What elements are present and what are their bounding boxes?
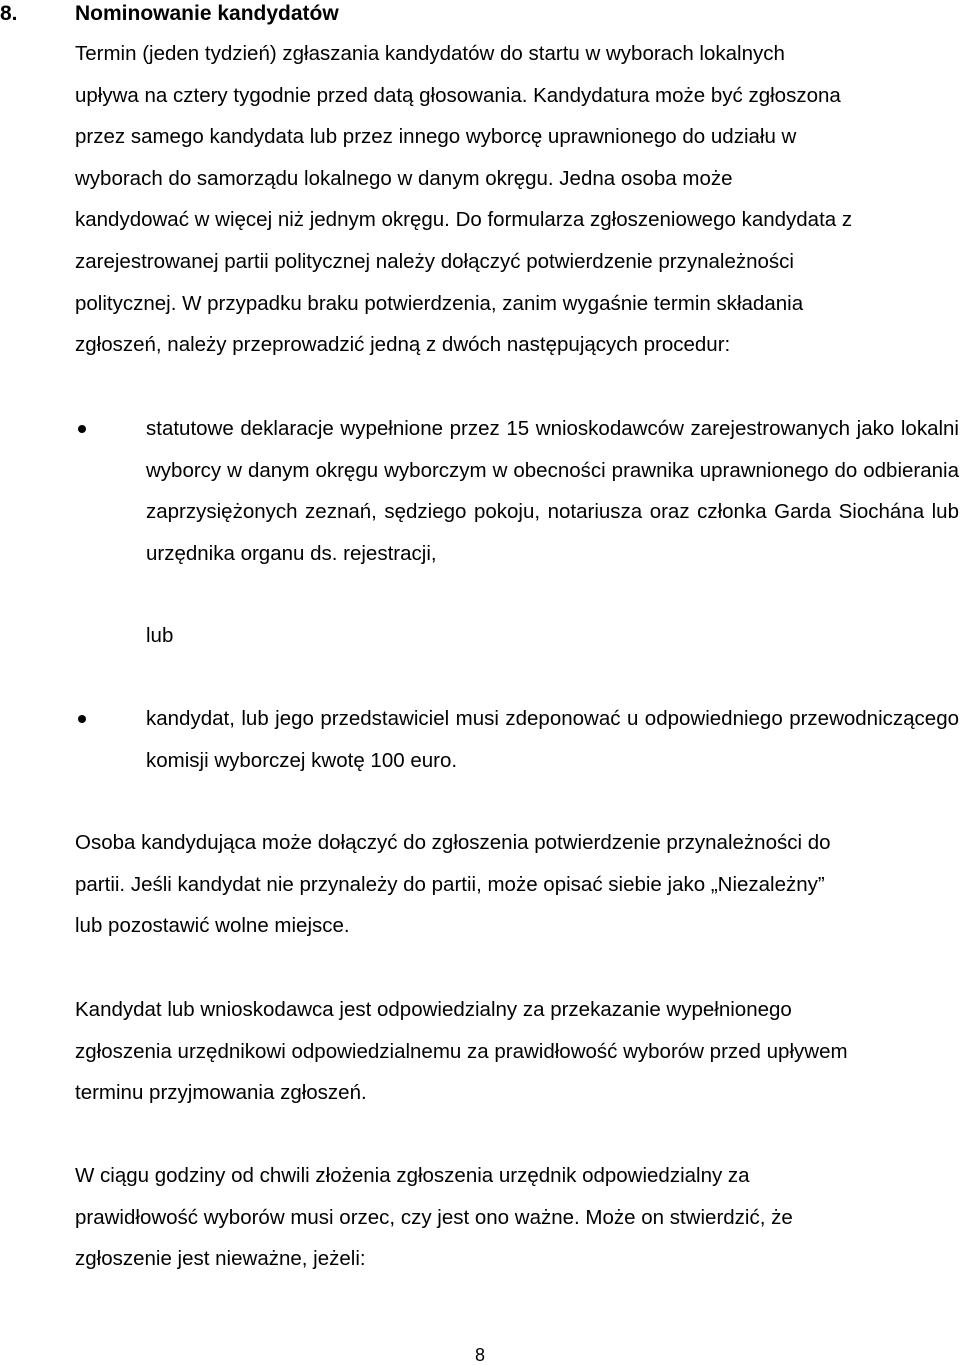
- paragraph-line: W ciągu godziny od chwili złożenia zgłoszenia urzędnik odpowiedzialny za: [75, 1164, 750, 1187]
- bullet-item-deposit: kandydat, lub jego przedstawiciel musi zdeponować u odpowiedniego przewodniczącego komisji wyborczej kwotę 100 euro.: [146, 707, 959, 772]
- paragraph-line: upływa na cztery tygodnie przed datą głosowania. Kandydatura może być zgłoszona: [75, 83, 841, 107]
- paragraph-line: zarejestrowanej partii politycznej należy dołączyć potwierdzenie przynależności: [75, 249, 794, 273]
- paragraph-validity-ruling: [75, 1155, 955, 1280]
- section-title: Nominowanie kandydatów: [75, 2, 339, 25]
- or-connector: lub: [146, 624, 174, 647]
- paragraph-line: Termin (jeden tydzień) zgłaszania kandydatów do startu w wyborach lokalnych: [75, 42, 785, 65]
- bullet-item-statutory-declarations: statutowe deklaracje wypełnione przez 15 wnioskodawców zarejestrowanych jako lokalni wyborcy w danym okręgu wyborczym w obecności prawnika uprawnionego do odbierania zaprzysiężonych zeznań, sędziego pokoju, notariusza oraz członka Garda Siochána lub urzędnika organu ds. rejestracji,: [146, 417, 959, 565]
- bullet-dot: [78, 715, 86, 723]
- paragraph-line: kandydować w więcej niż jednym okręgu. Do formularza zgłoszeniowego kandydata z: [75, 208, 853, 232]
- bullet-dot: [78, 425, 86, 433]
- paragraph-line: partii. Jeśli kandydat nie przynależy do partii, może opisać siebie jako „Niezależny”: [75, 872, 825, 896]
- section-number: 8.: [0, 2, 18, 25]
- section-heading: [0, 0, 339, 28]
- paragraph-line: przez samego kandydata lub przez innego wyborcę uprawnionego do udziału w: [75, 125, 797, 149]
- paragraph-line: prawidłowość wyborów musi orzec, czy jest ono ważne. Może on stwierdzić, że: [75, 1205, 793, 1229]
- paragraph-line: Kandydat lub wnioskodawca jest odpowiedzialny za przekazanie wypełnionego: [75, 998, 792, 1021]
- paragraph-line: Osoba kandydująca może dołączyć do zgłoszenia potwierdzenie przynależności do: [75, 831, 831, 854]
- paragraph-line: zgłoszenie jest nieważne, jeżeli:: [75, 1247, 366, 1271]
- paragraph-party-affiliation: [75, 822, 955, 947]
- paragraph-submission-responsibility: [75, 989, 955, 1114]
- paragraph-line: wyborach do samorządu lokalnego w danym okręgu. Jedna osoba może: [75, 166, 733, 190]
- paragraph-line: zgłoszenia urzędnikowi odpowiedzialnemu za prawidłowość wyborów przed upływem: [75, 1039, 848, 1063]
- page-number: 8: [474, 1345, 485, 1365]
- paragraph-line: lub pozostawić wolne miejsce.: [75, 914, 350, 938]
- paragraph-line: politycznej. W przypadku braku potwierdzenia, zanim wygaśnie termin składania: [75, 291, 804, 315]
- paragraph-line: zgłoszeń, należy przeprowadzić jedną z dwóch następujących procedur:: [75, 333, 731, 357]
- paragraph-line: terminu przyjmowania zgłoszeń.: [75, 1081, 367, 1105]
- paragraph-nomination-terms: [75, 33, 955, 366]
